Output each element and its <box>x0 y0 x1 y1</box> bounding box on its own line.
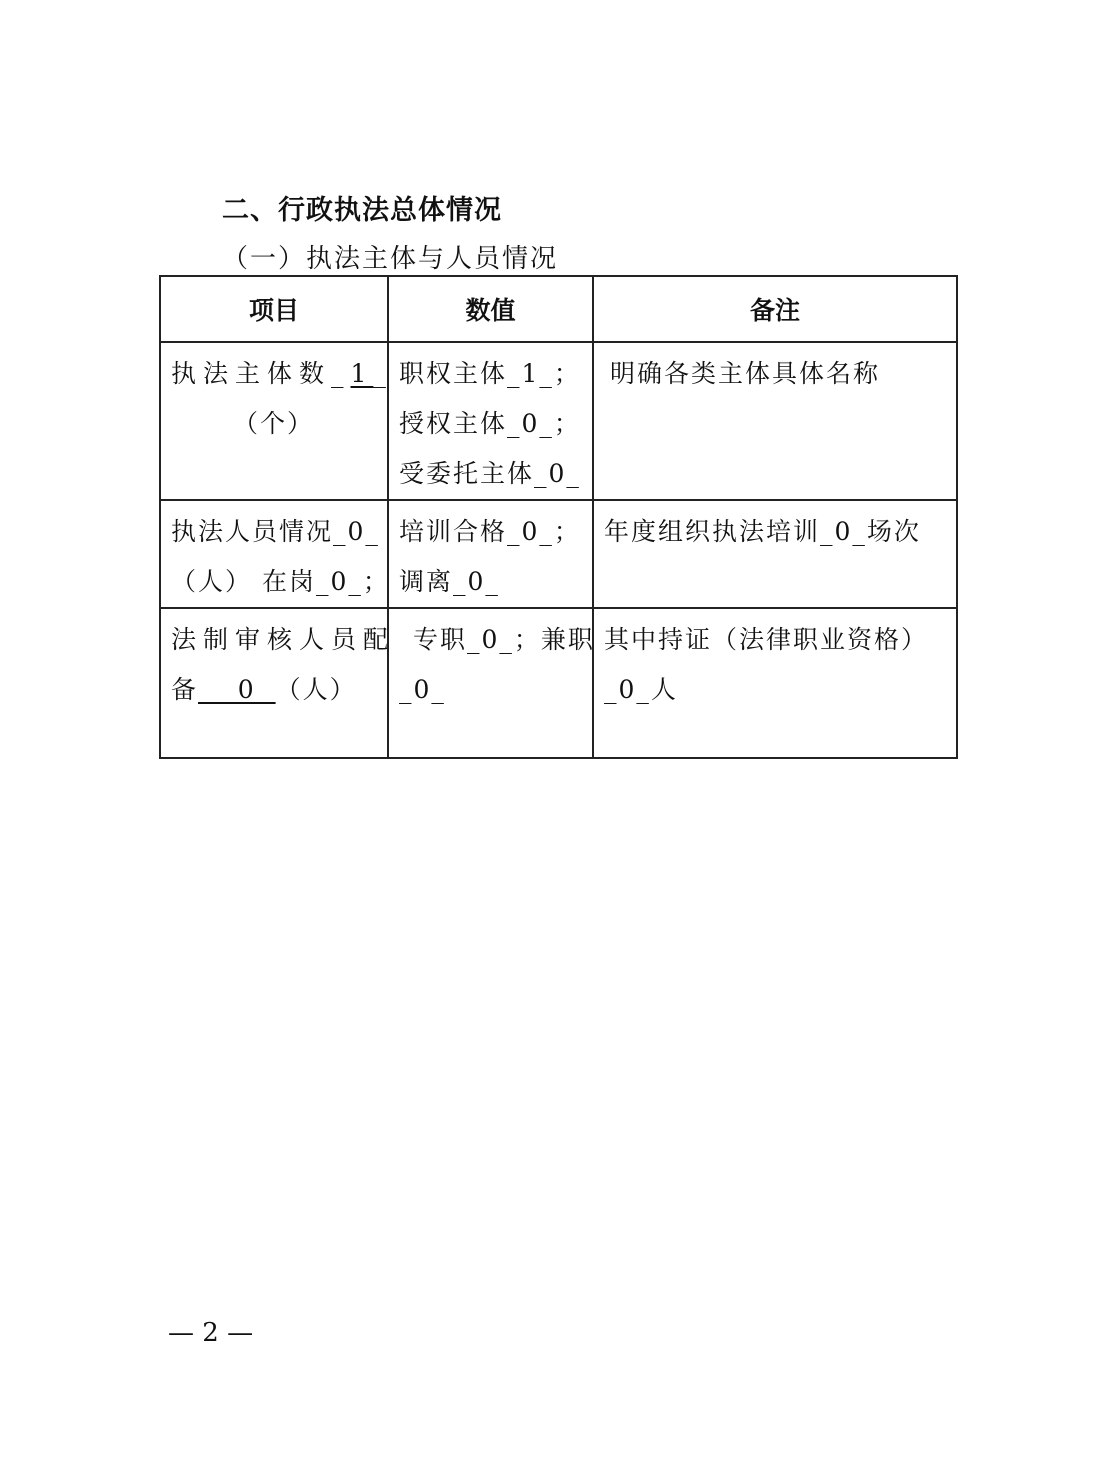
header-value: 数值 <box>388 276 593 342</box>
value-line: _0_ <box>399 675 446 704</box>
value-cell <box>388 500 593 608</box>
review-staff-count: 0 <box>198 675 276 704</box>
header-note: 备注 <box>593 276 957 342</box>
note-cell <box>593 500 957 608</box>
value-line: 授权主体_0_； <box>399 409 581 438</box>
note-line: 明确各类主体具体名称 <box>610 359 881 388</box>
item-line: （人） 在岗_0_； <box>171 567 390 596</box>
note-cell <box>593 342 957 500</box>
header-item: 项目 <box>160 276 388 342</box>
item-line: 法制审核人员配 <box>171 625 396 654</box>
note-line: 其中持证（法律职业资格） <box>604 625 929 654</box>
table-header-row <box>160 276 957 342</box>
table-row-subjects <box>160 342 957 500</box>
sub-heading: （一）执法主体与人员情况 <box>222 244 559 274</box>
value-line: 专职_0_；兼职 <box>413 625 595 654</box>
value-line: 调离_0_ <box>399 567 500 596</box>
item-line: 执法主体数_1_ <box>171 359 393 388</box>
note-line: _0_人 <box>604 675 678 704</box>
table-row-personnel <box>160 500 957 608</box>
value-cell <box>388 342 593 500</box>
note-line: 年度组织执法培训_0_场次 <box>604 517 921 546</box>
value-line: 受委托主体_0_ <box>399 459 581 488</box>
note-cell <box>593 608 957 758</box>
item-cell <box>160 500 388 608</box>
item-line: 备 0 （人） <box>171 675 357 704</box>
value-line: 培训合格_0_； <box>399 517 581 546</box>
value-cell <box>388 608 593 758</box>
table-row-legal-review <box>160 608 957 758</box>
item-unit: （个） <box>233 409 315 438</box>
item-cell <box>160 608 396 758</box>
value-line: 职权主体_1_； <box>399 359 581 388</box>
enforcement-summary-table <box>159 275 958 759</box>
item-line: 执法人员情况_0_ <box>171 517 380 546</box>
section-heading: 二、行政执法总体情况 <box>222 195 502 226</box>
page-number: — 2 — <box>168 1318 254 1348</box>
item-cell <box>160 342 393 500</box>
subject-count: 1 <box>350 359 374 388</box>
